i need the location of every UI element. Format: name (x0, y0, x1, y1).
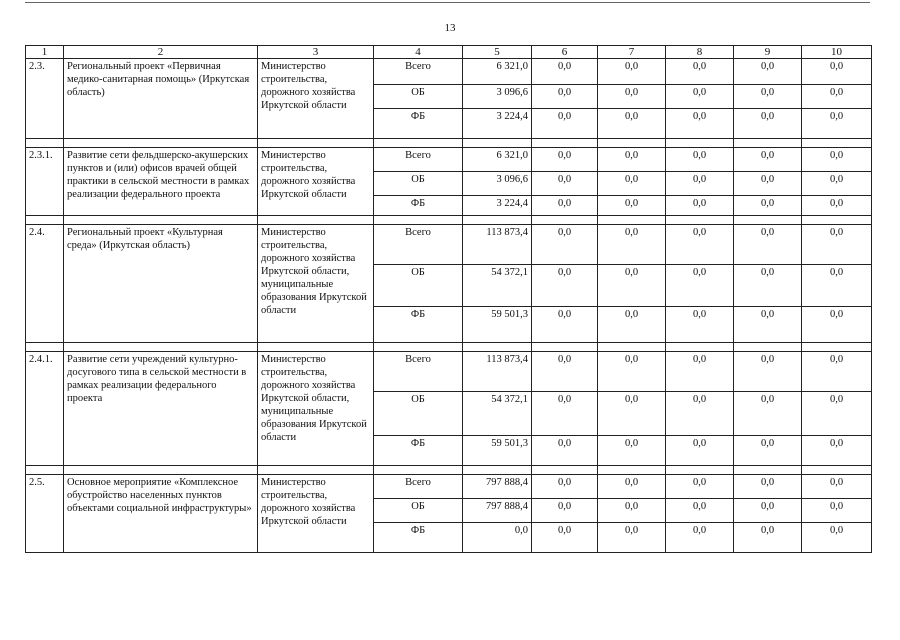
header-cell: 10 (802, 46, 872, 59)
amount-year-8: 0,0 (666, 196, 734, 216)
amount-year-8: 0,0 (666, 392, 734, 436)
funding-source: ФБ (374, 109, 463, 139)
gap-cell (666, 343, 734, 352)
table-row (26, 225, 872, 265)
row-title: Развитие сети фельдшерско-акушерских пунктов и (или) офисов врачей общей практики в сельской местности в рамках реализации федерального проекта (64, 148, 258, 216)
funding-source: ОБ (374, 499, 463, 523)
amount-year-6: 0,0 (532, 392, 598, 436)
top-rule (25, 2, 870, 3)
gap-cell (532, 216, 598, 225)
gap-cell (734, 216, 802, 225)
funding-source: Всего (374, 148, 463, 172)
funding-source: Всего (374, 225, 463, 265)
amount-year-10: 0,0 (802, 85, 872, 109)
funding-source: ФБ (374, 523, 463, 553)
amount-year-7: 0,0 (598, 499, 666, 523)
row-title: Развитие сети учреждений культурно-досугового типа в сельской местности в рамках реализации федерального проекта (64, 352, 258, 466)
row-code: 2.3. (26, 59, 64, 139)
gap-cell (666, 216, 734, 225)
amount-year-6: 0,0 (532, 523, 598, 553)
row-title: Региональный проект «Первичная медико-санитарная помощь» (Иркутская область) (64, 59, 258, 139)
amount-year-10: 0,0 (802, 59, 872, 85)
amount-year-10: 0,0 (802, 352, 872, 392)
amount-year-9: 0,0 (734, 523, 802, 553)
amount-year-7: 0,0 (598, 109, 666, 139)
header-cell: 8 (666, 46, 734, 59)
amount-year-8: 0,0 (666, 109, 734, 139)
amount-year-8: 0,0 (666, 85, 734, 109)
amount-year-7: 0,0 (598, 59, 666, 85)
amount-total: 113 873,4 (463, 225, 532, 265)
amount-total: 54 372,1 (463, 392, 532, 436)
amount-year-6: 0,0 (532, 307, 598, 343)
row-code: 2.3.1. (26, 148, 64, 216)
funding-source: ОБ (374, 265, 463, 307)
gap-cell (374, 343, 463, 352)
amount-year-9: 0,0 (734, 352, 802, 392)
gap-cell (802, 139, 872, 148)
amount-year-10: 0,0 (802, 225, 872, 265)
amount-year-8: 0,0 (666, 475, 734, 499)
amount-year-10: 0,0 (802, 109, 872, 139)
gap-cell (734, 466, 802, 475)
section-gap (26, 343, 872, 352)
section-gap (26, 139, 872, 148)
gap-cell (463, 343, 532, 352)
gap-cell (64, 139, 258, 148)
amount-year-8: 0,0 (666, 59, 734, 85)
header-cell: 4 (374, 46, 463, 59)
gap-cell (734, 139, 802, 148)
gap-cell (463, 466, 532, 475)
page-number: 13 (444, 22, 456, 34)
amount-year-10: 0,0 (802, 436, 872, 466)
funding-source: ФБ (374, 196, 463, 216)
amount-year-6: 0,0 (532, 499, 598, 523)
amount-year-6: 0,0 (532, 265, 598, 307)
amount-year-6: 0,0 (532, 59, 598, 85)
gap-cell (64, 343, 258, 352)
row-title: Основное мероприятие «Комплексное обустройство населенных пунктов объектами социальной инфраструктуры» (64, 475, 258, 553)
row-code: 2.4.1. (26, 352, 64, 466)
gap-cell (598, 343, 666, 352)
gap-cell (258, 343, 374, 352)
gap-cell (802, 216, 872, 225)
table-row (26, 475, 872, 499)
gap-cell (463, 139, 532, 148)
amount-year-7: 0,0 (598, 392, 666, 436)
funding-source: Всего (374, 352, 463, 392)
funding-source: ОБ (374, 85, 463, 109)
gap-cell (26, 139, 64, 148)
gap-cell (598, 139, 666, 148)
amount-year-9: 0,0 (734, 172, 802, 196)
amount-year-6: 0,0 (532, 352, 598, 392)
header-cell: 3 (258, 46, 374, 59)
amount-year-7: 0,0 (598, 352, 666, 392)
row-organization: Министерство строительства, дорожного хозяйства Иркутской области, муниципальные образования Иркутской области (258, 225, 374, 343)
header-cell: 7 (598, 46, 666, 59)
amount-year-7: 0,0 (598, 172, 666, 196)
amount-total: 3 224,4 (463, 196, 532, 216)
gap-cell (734, 343, 802, 352)
amount-year-6: 0,0 (532, 475, 598, 499)
amount-year-10: 0,0 (802, 392, 872, 436)
amount-year-9: 0,0 (734, 225, 802, 265)
amount-year-9: 0,0 (734, 307, 802, 343)
gap-cell (64, 216, 258, 225)
header-cell: 1 (26, 46, 64, 59)
amount-total: 6 321,0 (463, 59, 532, 85)
amount-year-7: 0,0 (598, 85, 666, 109)
amount-year-6: 0,0 (532, 148, 598, 172)
amount-year-7: 0,0 (598, 307, 666, 343)
amount-total: 3 096,6 (463, 172, 532, 196)
gap-cell (802, 343, 872, 352)
amount-total: 0,0 (463, 523, 532, 553)
amount-total: 3 224,4 (463, 109, 532, 139)
header-cell: 9 (734, 46, 802, 59)
table-row (26, 352, 872, 392)
amount-total: 3 096,6 (463, 85, 532, 109)
amount-year-8: 0,0 (666, 436, 734, 466)
amount-year-10: 0,0 (802, 265, 872, 307)
gap-cell (532, 466, 598, 475)
table-body (26, 46, 872, 553)
amount-year-7: 0,0 (598, 196, 666, 216)
gap-cell (26, 216, 64, 225)
amount-year-8: 0,0 (666, 172, 734, 196)
amount-year-9: 0,0 (734, 196, 802, 216)
gap-cell (258, 466, 374, 475)
amount-year-9: 0,0 (734, 265, 802, 307)
amount-year-6: 0,0 (532, 436, 598, 466)
gap-cell (532, 139, 598, 148)
header-row (26, 46, 872, 59)
table-row (26, 59, 872, 85)
amount-year-9: 0,0 (734, 499, 802, 523)
gap-cell (598, 466, 666, 475)
funding-source: ФБ (374, 307, 463, 343)
row-organization: Министерство строительства, дорожного хозяйства Иркутской области (258, 59, 374, 139)
row-organization: Министерство строительства, дорожного хозяйства Иркутской области (258, 148, 374, 216)
amount-year-9: 0,0 (734, 109, 802, 139)
gap-cell (463, 216, 532, 225)
funding-source: ОБ (374, 172, 463, 196)
amount-year-10: 0,0 (802, 148, 872, 172)
amount-year-6: 0,0 (532, 196, 598, 216)
gap-cell (258, 216, 374, 225)
gap-cell (802, 466, 872, 475)
gap-cell (666, 466, 734, 475)
gap-cell (666, 139, 734, 148)
funding-source: ОБ (374, 392, 463, 436)
amount-year-8: 0,0 (666, 352, 734, 392)
budget-table (25, 45, 872, 553)
amount-total: 54 372,1 (463, 265, 532, 307)
amount-year-10: 0,0 (802, 307, 872, 343)
amount-year-8: 0,0 (666, 523, 734, 553)
gap-cell (374, 139, 463, 148)
gap-cell (258, 139, 374, 148)
amount-year-8: 0,0 (666, 225, 734, 265)
amount-year-6: 0,0 (532, 85, 598, 109)
amount-year-7: 0,0 (598, 265, 666, 307)
amount-total: 797 888,4 (463, 475, 532, 499)
row-organization: Министерство строительства, дорожного хозяйства Иркутской области (258, 475, 374, 553)
amount-year-7: 0,0 (598, 523, 666, 553)
amount-total: 59 501,3 (463, 307, 532, 343)
amount-year-8: 0,0 (666, 265, 734, 307)
row-code: 2.4. (26, 225, 64, 343)
gap-cell (374, 466, 463, 475)
gap-cell (26, 343, 64, 352)
table-row (26, 148, 872, 172)
header-cell: 2 (64, 46, 258, 59)
funding-source: Всего (374, 475, 463, 499)
header-cell: 5 (463, 46, 532, 59)
amount-year-8: 0,0 (666, 307, 734, 343)
amount-year-10: 0,0 (802, 523, 872, 553)
amount-year-7: 0,0 (598, 225, 666, 265)
amount-year-10: 0,0 (802, 196, 872, 216)
amount-year-6: 0,0 (532, 225, 598, 265)
amount-total: 6 321,0 (463, 148, 532, 172)
amount-year-7: 0,0 (598, 436, 666, 466)
section-gap (26, 216, 872, 225)
amount-total: 59 501,3 (463, 436, 532, 466)
amount-year-9: 0,0 (734, 85, 802, 109)
amount-year-7: 0,0 (598, 148, 666, 172)
amount-year-9: 0,0 (734, 475, 802, 499)
amount-year-9: 0,0 (734, 59, 802, 85)
amount-year-10: 0,0 (802, 499, 872, 523)
funding-source: Всего (374, 59, 463, 85)
gap-cell (532, 343, 598, 352)
row-code: 2.5. (26, 475, 64, 553)
amount-year-9: 0,0 (734, 148, 802, 172)
section-gap (26, 466, 872, 475)
gap-cell (64, 466, 258, 475)
gap-cell (598, 216, 666, 225)
amount-total: 797 888,4 (463, 499, 532, 523)
row-title: Региональный проект «Культурная среда» (Иркутская область) (64, 225, 258, 343)
amount-year-9: 0,0 (734, 436, 802, 466)
header-cell: 6 (532, 46, 598, 59)
amount-year-8: 0,0 (666, 499, 734, 523)
amount-year-7: 0,0 (598, 475, 666, 499)
amount-year-10: 0,0 (802, 475, 872, 499)
amount-year-10: 0,0 (802, 172, 872, 196)
funding-source: ФБ (374, 436, 463, 466)
gap-cell (374, 216, 463, 225)
row-organization: Министерство строительства, дорожного хозяйства Иркутской области, муниципальные образования Иркутской области (258, 352, 374, 466)
gap-cell (26, 466, 64, 475)
amount-total: 113 873,4 (463, 352, 532, 392)
amount-year-9: 0,0 (734, 392, 802, 436)
amount-year-8: 0,0 (666, 148, 734, 172)
amount-year-6: 0,0 (532, 172, 598, 196)
amount-year-6: 0,0 (532, 109, 598, 139)
